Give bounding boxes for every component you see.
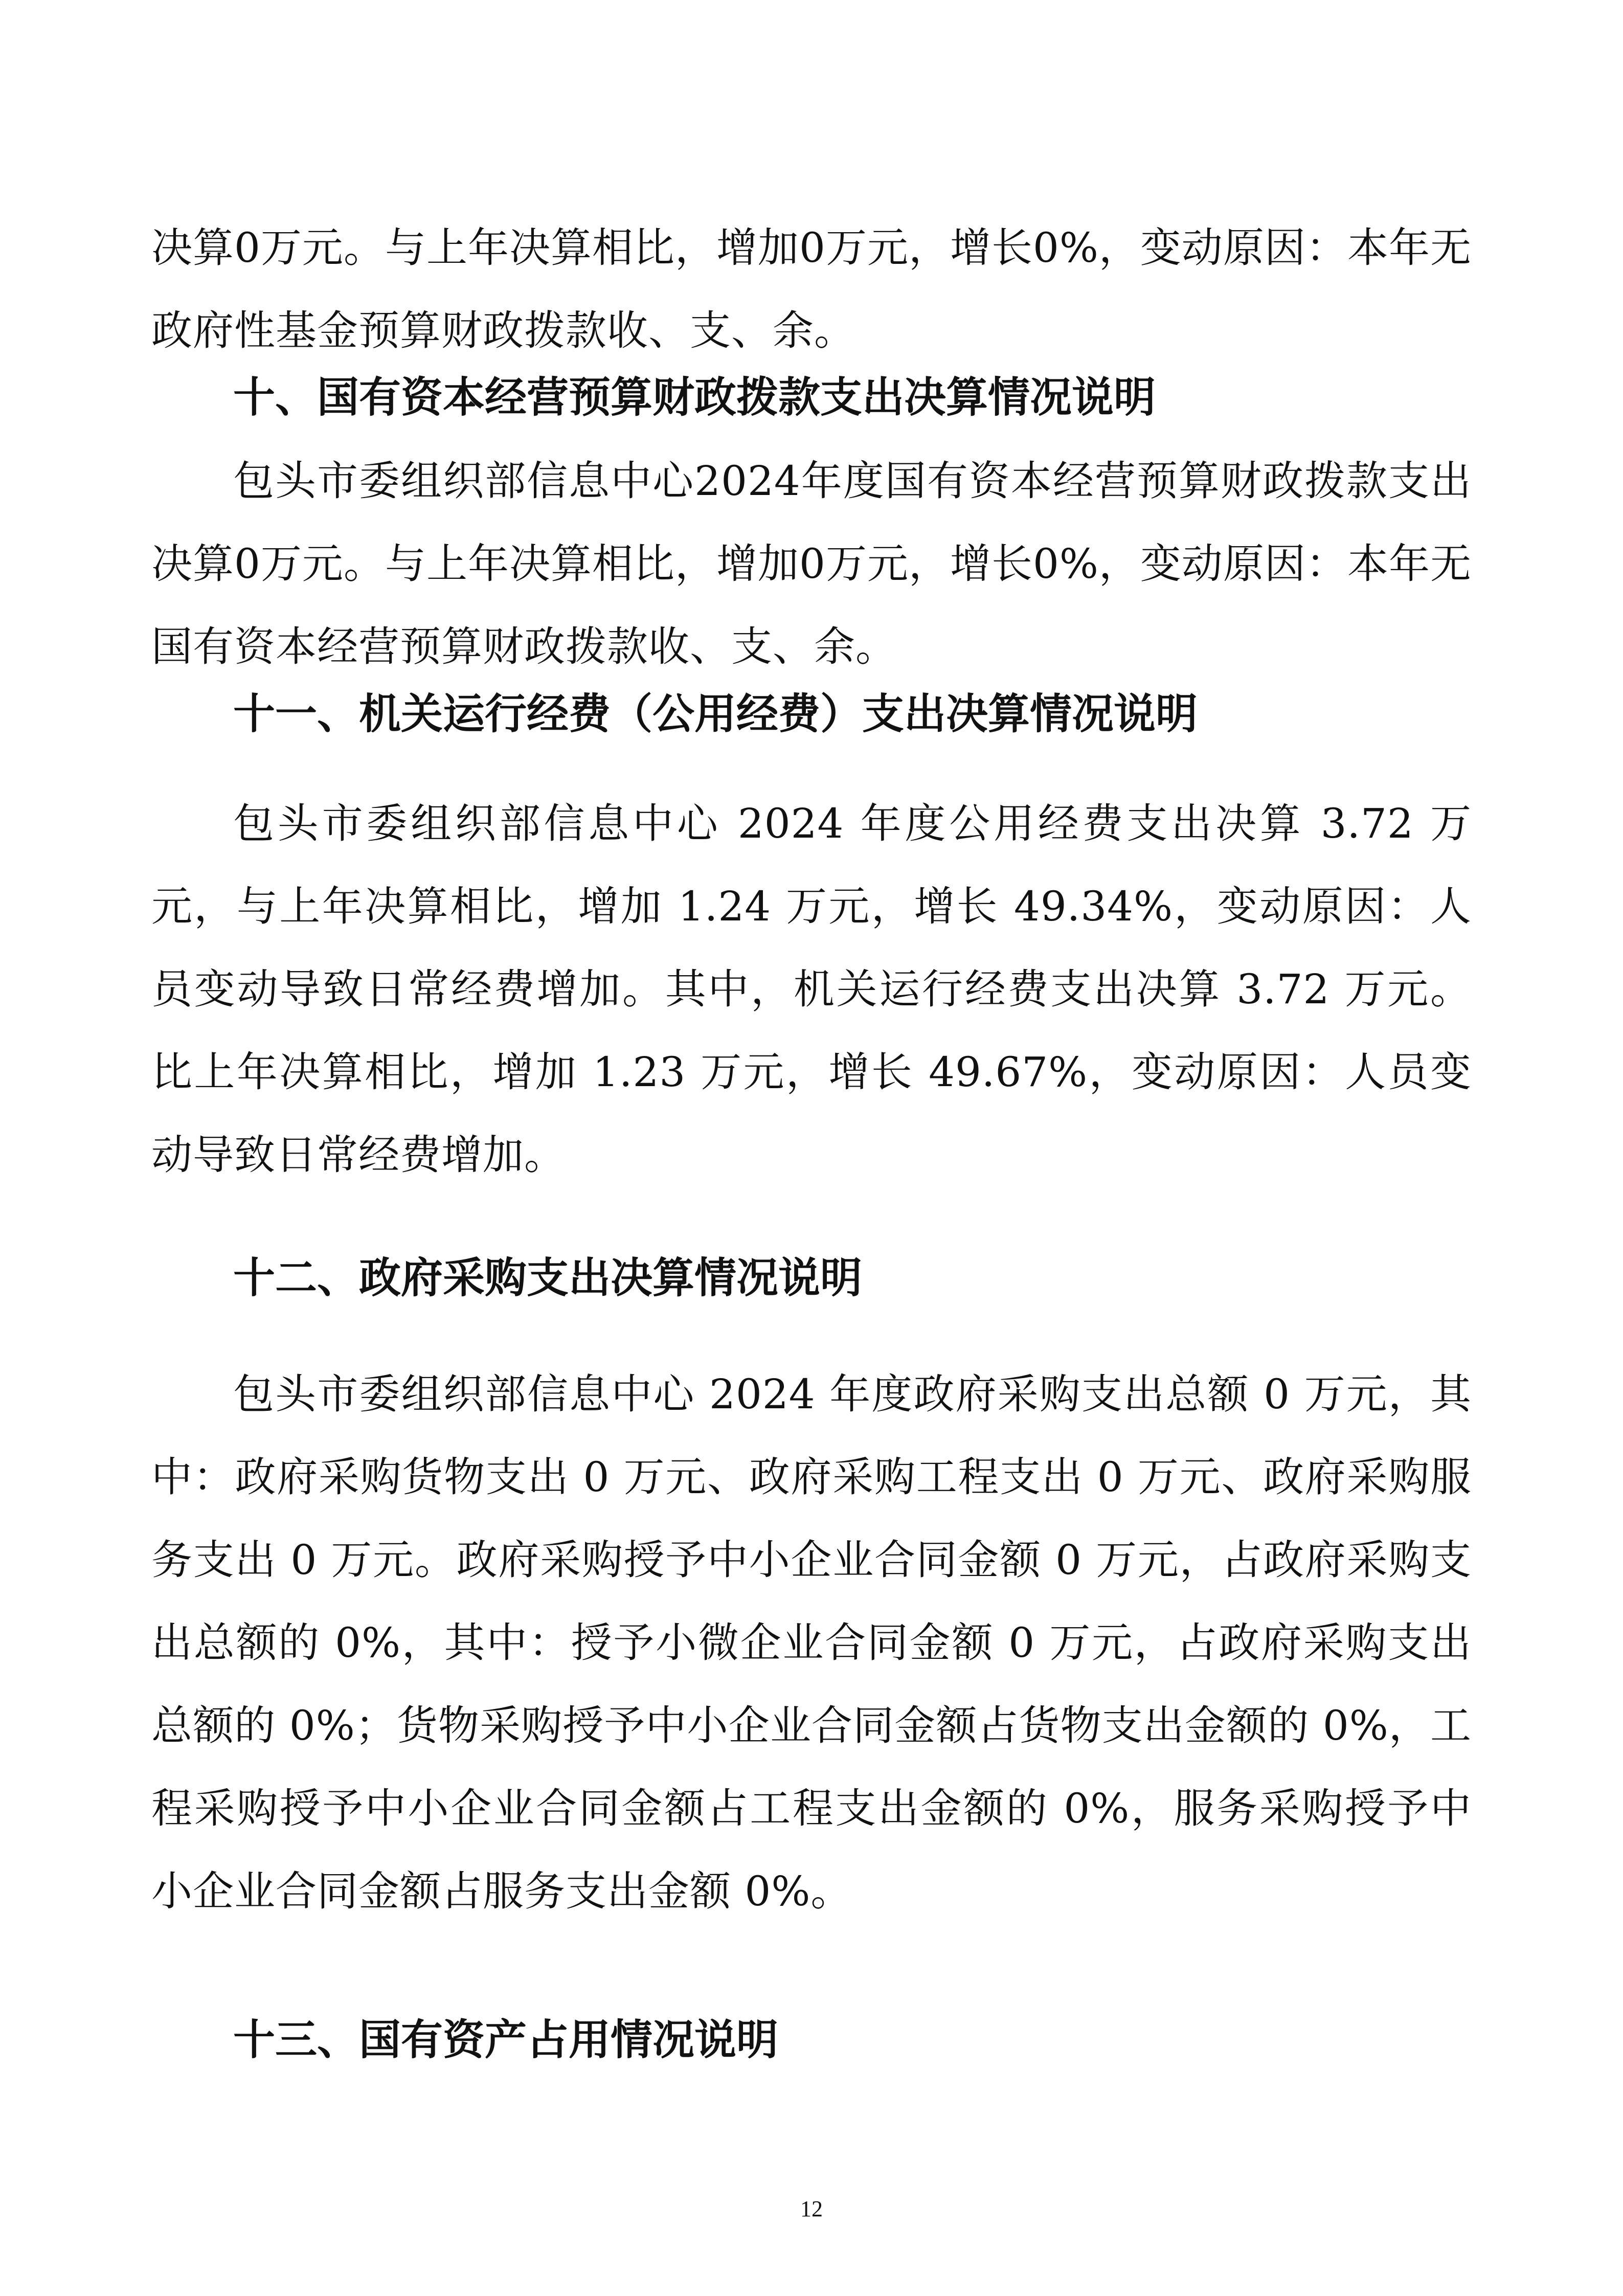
page-number: 12: [800, 2196, 823, 2221]
heading-section-13: 十三、国有资产占用情况说明: [233, 2016, 779, 2064]
paragraph-public-expenses: 包头市委组织部信息中心 2024 年度公用经费支出决算 3.72 万元，与上年决算相比，增加 1.24 万元，增长 49.34%，变动原因：人员变动导致日常经费增加。其中，机关运行经费支出决算 3.72 万元。比上年决算相比，增加 1.23 万元，增长 49.67%，变动原因：人员变动导致日常经费增加。: [151, 800, 1472, 1179]
heading-section-11: 十一、机关运行经费（公用经费）支出决算情况说明: [233, 690, 1198, 738]
heading-section-12: 十二、政府采购支出决算情况说明: [233, 1254, 863, 1302]
paragraph-fund-budget-continuation: 决算0万元。与上年决算相比，增加0万元，增长0%，变动原因：本年无政府性基金预算财政拨款收、支、余。: [151, 224, 1472, 354]
heading-section-10: 十、国有资本经营预算财政拨款支出决算情况说明: [233, 373, 1156, 422]
paragraph-state-capital-budget: 包头市委组织部信息中心2024年度国有资本经营预算财政拨款支出决算0万元。与上年决算相比，增加0万元，增长0%，变动原因：本年无国有资本经营预算财政拨款收、支、余。: [151, 457, 1472, 670]
paragraph-government-procurement: 包头市委组织部信息中心 2024 年度政府采购支出总额 0 万元，其中：政府采购货物支出 0 万元、政府采购工程支出 0 万元、政府采购服务支出 0 万元。政府采购授予中小企业合同金额 0 万元，占政府采购支出总额的 0%，其中：授予小微企业合同金额 0 万元，占政府采购支出总额的 0%；货物采购授予中小企业合同金额占货物支出金额的 0%，工程采购授予中小企业合同金额占工程支出金额的 0%，服务采购授予中小企业合同金额占服务支出金额 0%。: [151, 1370, 1472, 1915]
